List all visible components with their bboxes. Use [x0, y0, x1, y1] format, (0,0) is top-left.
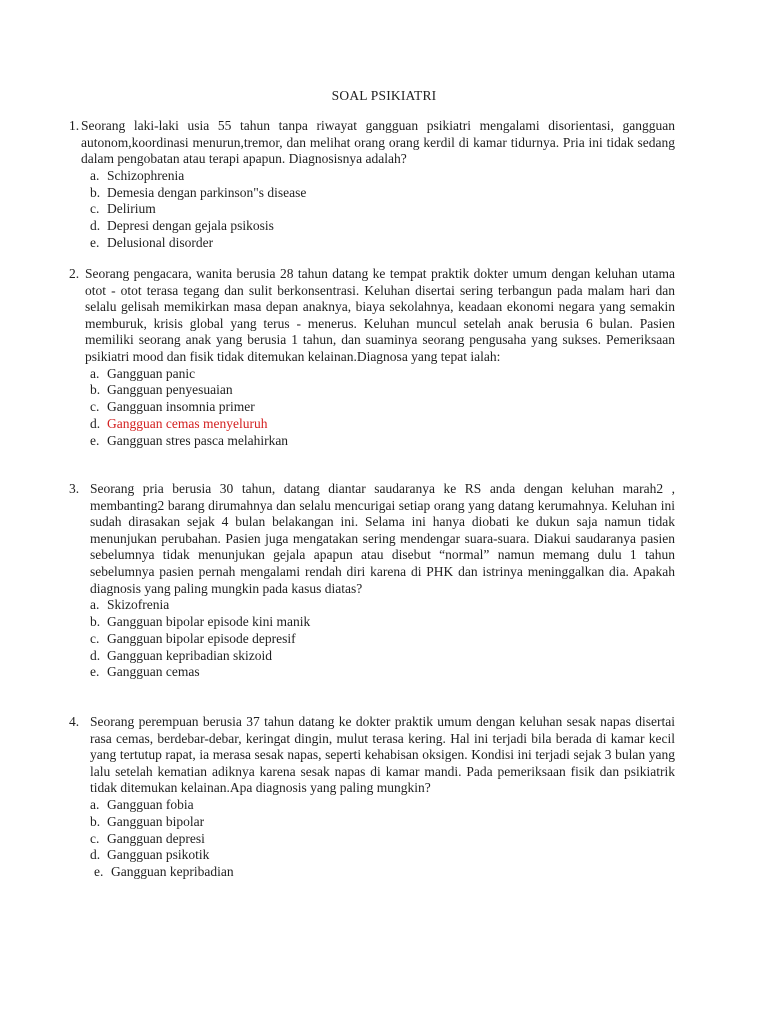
option-text: Gangguan fobia: [107, 796, 194, 812]
question-2: [69, 266, 675, 450]
question-stem: [69, 118, 675, 168]
answer-option-d: [69, 218, 675, 235]
answer-option-b: [69, 814, 675, 831]
answer-options: [69, 597, 675, 681]
answer-option-b: [69, 185, 675, 202]
answer-option-a: [69, 797, 675, 814]
answer-option-a: [69, 366, 675, 383]
option-letter: c.: [90, 630, 100, 646]
option-text: Delirium: [107, 201, 156, 217]
option-text: Gangguan bipolar episode depresif: [107, 630, 296, 646]
answer-options: [69, 168, 675, 252]
option-text: Gangguan panic: [107, 365, 196, 381]
option-text: Gangguan depresi: [107, 830, 205, 846]
answer-option-d: [69, 847, 675, 864]
answer-option-e: [69, 235, 675, 252]
option-letter: a.: [90, 597, 100, 613]
question-stem: [69, 481, 675, 597]
option-letter: a.: [90, 167, 100, 183]
option-letter: c.: [90, 830, 100, 846]
answer-option-a: [69, 168, 675, 185]
question-text: Seorang pengacara, wanita berusia 28 tahun datang ke tempat praktik dokter umum dengan keluhan utama otot - otot terasa tegang dan sulit berkonsentrasi. Keluhan disertai sering terbangun pada malam hari dan selalu gelisah memikirkan masa depan anaknya, biaya sekolahnya, keadaan ekonomi negara yang semakin memburuk, krisis global yang terus - menerus. Keluhan muncul setelah anak berusia 6 bulan. Pasien memiliki seorang anak yang berusia 1 tahun, dan suaminya seorang pengusaha yang sukses. Pemeriksaan psikiatri mood dan fisik tidak ditemukan kelainan.Diagnosa yang tepat ialah:: [85, 266, 675, 364]
question-3: [69, 481, 675, 681]
answer-option-a: [69, 597, 675, 614]
option-text: Depresi dengan gejala psikosis: [107, 218, 274, 234]
option-letter: b.: [90, 613, 101, 629]
option-text: Gangguan insomnia primer: [107, 399, 255, 415]
option-letter: e.: [90, 432, 100, 448]
question-text: Seorang pria berusia 30 tahun, datang diantar saudaranya ke RS anda dengan keluhan marah2 , membanting2 barang dirumahnya dan selalu mencurigai setiap orang yang datang kerumahnya. Keluhan ini sudah dirasakan sejak 4 bulan belakangan ini. Selama ini hanya diobati ke dukun saja namun tidak menunjukan perubahan. Pasien juga mengatakan sering mendengar suara-suara. Diakui saudaranya pasien sebelumnya tidak menunjukan gejala apapun atau disebut “normal” namun memang dulu 1 tahun sebelumnya pasien pernah mengalami rendah diri karena di PHK dan istrinya meninggalkan dia. Apakah diagnosis yang paling mungkin pada kasus diatas?: [90, 481, 675, 596]
question-1: [69, 118, 675, 252]
option-letter: e.: [90, 234, 100, 250]
option-letter: c.: [90, 201, 100, 217]
question-number: 3.: [69, 481, 80, 496]
option-letter: d.: [90, 218, 101, 234]
answer-option-c: [69, 831, 675, 848]
option-text-highlighted: Gangguan cemas menyeluruh: [107, 415, 268, 431]
page-title: SOAL PSIKIATRI: [331, 88, 437, 103]
option-text: Gangguan bipolar episode kini manik: [107, 613, 311, 629]
answer-option-b: [69, 382, 675, 399]
answer-option-c: [69, 631, 675, 648]
option-text: Gangguan cemas: [107, 664, 200, 680]
option-letter: b.: [90, 184, 101, 200]
question-number: 1.: [69, 118, 80, 133]
question-stem: [69, 266, 675, 366]
option-letter: e.: [90, 664, 100, 680]
option-letter: a.: [90, 365, 100, 381]
option-text: Delusional disorder: [107, 234, 214, 250]
answer-option-e: [69, 433, 675, 450]
option-letter: e.: [94, 864, 104, 880]
question-text: Seorang perempuan berusia 37 tahun datang ke dokter praktik umum dengan keluhan sesak napas disertai rasa cemas, berdebar-debar, keringat dingin, mulut terasa kering. Hal ini terjadi bila berada di kamar kecil yang tertutup rapat, ia merasa sesak napas, seperti kehabisan oksigen. Kondisi ini terjadi sejak 3 bulan yang lalu setelah kematian adiknya karena sesak napas di kamar mandi. Pada pemeriksaan fisik dan psikiatrik tidak ditemukan kelainan.Apa diagnosis yang paling mungkin?: [90, 714, 675, 796]
answer-option-d-highlighted: [69, 416, 675, 433]
answer-option-e: [69, 664, 675, 681]
answer-option-e: [69, 864, 675, 881]
option-text: Gangguan kepribadian skizoid: [107, 647, 272, 663]
answer-option-d: [69, 648, 675, 665]
answer-option-c: [69, 399, 675, 416]
answer-options: [69, 797, 675, 881]
option-text: Skizofrenia: [107, 597, 170, 613]
answer-options: [69, 366, 675, 450]
question-number: 4.: [69, 714, 80, 729]
question-stem: [69, 714, 675, 797]
option-letter: a.: [90, 796, 100, 812]
option-letter: b.: [90, 813, 101, 829]
option-letter: d.: [90, 647, 101, 663]
question-text: Seorang laki-laki usia 55 tahun tanpa riwayat gangguan psikiatri mengalami disorientasi, gangguan autonom,koordinasi menurun,tremor, dan melihat orang orang kerdil di kamar tidurnya. Pria ini tidak sedang dalam pengobatan atau terapi apapun. Diagnosisnya adalah?: [81, 118, 675, 167]
option-letter: b.: [90, 382, 101, 398]
option-text: Gangguan kepribadian: [111, 864, 234, 880]
option-text: Demesia dengan parkinson"s disease: [107, 184, 307, 200]
option-text: Gangguan bipolar: [107, 813, 205, 829]
option-text: Schizophrenia: [107, 167, 185, 183]
option-text: Gangguan psikotik: [107, 847, 210, 863]
question-4: [69, 714, 675, 881]
option-text: Gangguan stres pasca melahirkan: [107, 432, 289, 448]
answer-option-c: [69, 201, 675, 218]
option-letter: c.: [90, 399, 100, 415]
option-letter: d.: [90, 415, 101, 431]
question-number: 2.: [69, 266, 80, 281]
answer-option-b: [69, 614, 675, 631]
option-letter: d.: [90, 847, 101, 863]
option-text: Gangguan penyesuaian: [107, 382, 233, 398]
